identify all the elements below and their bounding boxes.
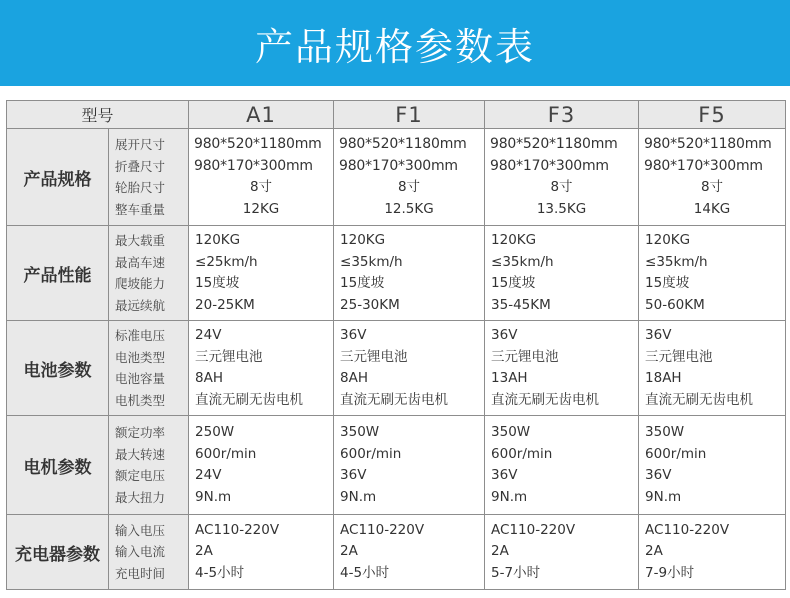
value: 5-7小时 — [491, 564, 541, 581]
value: ≤35km/h — [491, 253, 554, 270]
value: 12KG — [242, 200, 280, 217]
value: 12.5KG — [384, 200, 434, 217]
value-cell-f1 — [334, 515, 485, 590]
value: 600r/min — [195, 445, 257, 462]
page-title: 产品规格参数表 — [254, 24, 535, 69]
value-cell-f5 — [639, 226, 786, 321]
value-cell-f3 — [485, 129, 639, 226]
value: 36V — [340, 467, 367, 483]
value: 9N.m — [195, 488, 232, 505]
value: 15度坡 — [645, 275, 690, 291]
value: 4-5小时 — [195, 564, 245, 581]
param-names — [109, 129, 189, 226]
value: 24V — [195, 467, 222, 483]
value: 8AH — [340, 370, 368, 386]
value: 980*520*1180mm — [644, 136, 772, 152]
value: 120KG — [195, 232, 241, 248]
value: 36V — [645, 327, 672, 343]
param-name: 最大扭力 — [115, 489, 166, 505]
value: 15度坡 — [195, 275, 240, 291]
value-cell-f3 — [485, 226, 639, 321]
value-cell-f3 — [485, 515, 639, 590]
group-label: 电机参数 — [7, 416, 109, 515]
value: 4-5小时 — [340, 564, 390, 581]
value-cell-f1 — [334, 416, 485, 515]
value: 9N.m — [645, 488, 682, 505]
param-name: 电池类型 — [115, 349, 166, 365]
value: 三元锂电池 — [645, 348, 713, 365]
param-name: 充电时间 — [115, 565, 166, 581]
value: 2A — [645, 543, 663, 560]
param-name: 爬坡能力 — [115, 276, 166, 291]
value-cell-f3 — [485, 416, 639, 515]
value: 15度坡 — [340, 275, 385, 291]
value: 13AH — [491, 370, 528, 386]
value: AC110-220V — [340, 521, 425, 538]
charger-group-row — [7, 515, 786, 590]
value: 35-45KM — [491, 296, 551, 313]
value: 120KG — [340, 232, 386, 248]
value: ≤25km/h — [195, 253, 258, 270]
param-names — [109, 515, 189, 590]
value: 980*520*1180mm — [490, 136, 618, 152]
value-cell-f1 — [334, 321, 485, 416]
value-cell-a1 — [189, 416, 334, 515]
param-name: 展开尺寸 — [115, 137, 166, 152]
value: 350W — [491, 424, 531, 440]
group-label: 充电器参数 — [7, 515, 109, 590]
param-name: 折叠尺寸 — [115, 158, 166, 174]
value-cell-f5 — [639, 515, 786, 590]
value: 980*170*300mm — [644, 157, 763, 174]
group-label: 电池参数 — [7, 321, 109, 416]
value: 20-25KM — [195, 296, 255, 313]
value: 直流无刷无齿电机 — [645, 391, 754, 408]
value: 14KG — [693, 200, 731, 217]
value: 50-60KM — [645, 296, 705, 313]
value: 36V — [645, 467, 672, 483]
value: 600r/min — [491, 445, 553, 462]
model-name-f3: F3 — [485, 101, 639, 129]
value: ≤35km/h — [340, 253, 403, 270]
value-cell-f5 — [639, 416, 786, 515]
value: 120KG — [491, 232, 537, 248]
value-cell-a1 — [189, 515, 334, 590]
param-name: 整车重量 — [115, 201, 166, 217]
value: ≤35km/h — [645, 253, 708, 270]
value: 7-9小时 — [645, 564, 695, 581]
model-name-f1: F1 — [334, 101, 485, 129]
param-name: 输入电压 — [115, 522, 166, 538]
value: 980*170*300mm — [490, 157, 609, 174]
param-name: 电机类型 — [115, 392, 166, 408]
param-names — [109, 416, 189, 515]
value: 8AH — [195, 370, 223, 386]
value-cell-f5 — [639, 129, 786, 226]
value: 直流无刷无齿电机 — [340, 391, 449, 408]
value: 980*520*1180mm — [194, 136, 322, 152]
value: 13.5KG — [536, 200, 587, 217]
value: AC110-220V — [645, 521, 730, 538]
motor-group-row — [7, 416, 786, 515]
param-name: 电池容量 — [115, 371, 166, 386]
param-name: 额定功率 — [115, 425, 166, 440]
value: 600r/min — [340, 445, 402, 462]
param-name: 最大转速 — [115, 446, 166, 462]
spec-group-row — [7, 129, 786, 226]
param-name: 额定电压 — [115, 468, 166, 483]
value: AC110-220V — [491, 521, 576, 538]
value: 36V — [340, 327, 367, 343]
value: 2A — [340, 543, 358, 560]
model-name-f5: F5 — [639, 101, 786, 129]
battery-group-row — [7, 321, 786, 416]
value: 8寸 — [550, 179, 573, 195]
value: 980*170*300mm — [339, 157, 458, 174]
value: 980*170*300mm — [194, 157, 313, 174]
spec-table — [6, 100, 786, 590]
value: 2A — [491, 543, 509, 560]
value: 9N.m — [491, 488, 528, 505]
value-cell-f3 — [485, 321, 639, 416]
value-cell-f1 — [334, 226, 485, 321]
value: 8寸 — [700, 179, 724, 195]
param-name: 轮胎尺寸 — [115, 180, 166, 195]
param-name: 最远续航 — [115, 297, 166, 313]
value: 24V — [195, 327, 222, 343]
value: 直流无刷无齿电机 — [491, 391, 600, 408]
value: 直流无刷无齿电机 — [195, 391, 304, 408]
value: 三元锂电池 — [340, 348, 408, 365]
value-cell-a1 — [189, 321, 334, 416]
model-name-a1: A1 — [189, 101, 334, 129]
value-cell-a1 — [189, 226, 334, 321]
param-names — [109, 321, 189, 416]
value: 2A — [195, 543, 213, 560]
value: 三元锂电池 — [491, 348, 559, 365]
value: 350W — [645, 424, 685, 440]
title-banner — [0, 0, 790, 86]
value: 8寸 — [249, 179, 273, 195]
value: 18AH — [645, 370, 682, 386]
value: 350W — [340, 424, 380, 440]
value: 25-30KM — [340, 296, 400, 313]
value: 980*520*1180mm — [339, 136, 467, 152]
value: AC110-220V — [195, 521, 280, 538]
value: 8寸 — [397, 179, 421, 195]
value-cell-a1 — [189, 129, 334, 226]
param-name: 标准电压 — [115, 328, 166, 343]
value-cell-f1 — [334, 129, 485, 226]
param-name: 输入电流 — [115, 544, 166, 560]
group-label: 产品规格 — [7, 129, 109, 226]
model-header-row — [7, 101, 786, 129]
value: 120KG — [645, 232, 691, 248]
value: 36V — [491, 327, 518, 343]
param-name: 最大载重 — [115, 233, 166, 248]
performance-group-row — [7, 226, 786, 321]
value: 250W — [195, 424, 235, 440]
value: 15度坡 — [491, 275, 536, 291]
param-name: 最高车速 — [115, 254, 166, 270]
param-names — [109, 226, 189, 321]
value: 三元锂电池 — [195, 348, 263, 365]
value: 36V — [491, 467, 518, 483]
value: 600r/min — [645, 445, 707, 462]
group-label: 产品性能 — [7, 226, 109, 321]
value-cell-f5 — [639, 321, 786, 416]
value: 9N.m — [340, 488, 377, 505]
model-column-label: 型号 — [7, 101, 189, 129]
